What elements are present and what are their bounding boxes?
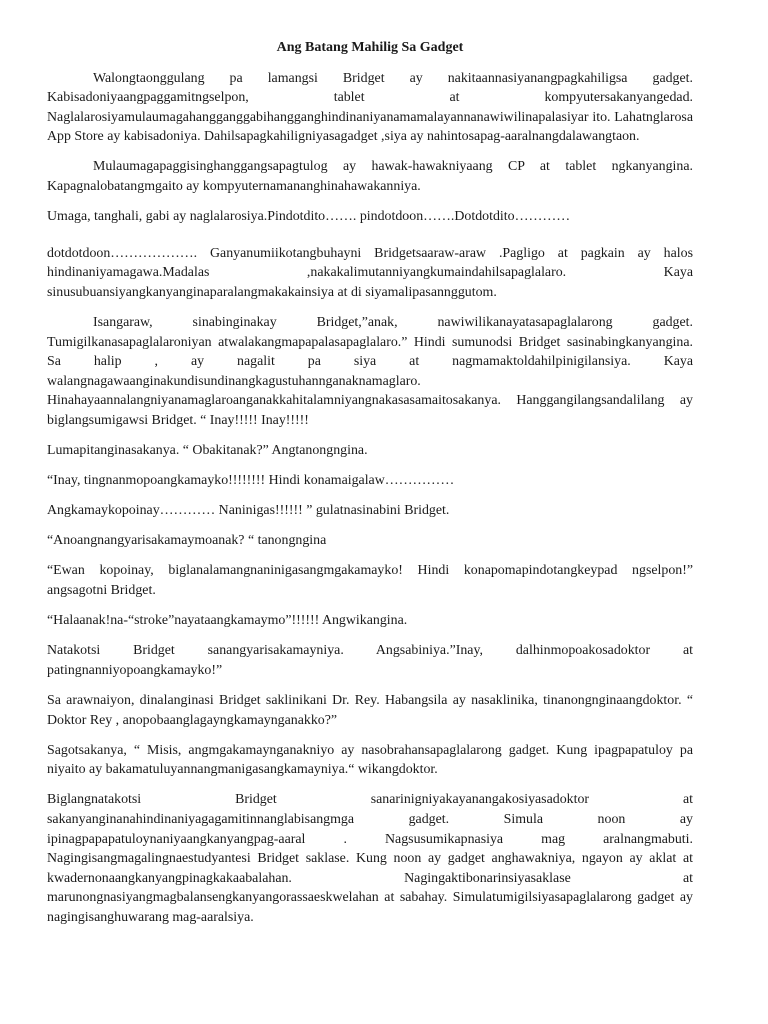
paragraph: dotdotdoon………………. Ganyanumiikotangbuhayni Bridgetsaaraw-araw .Pagligo at pagkain ay halos hindinaniyamagawa.Madalas ,nakakalimutanniyangkumaindahilsapaglalaro. Kaya sinusubuansiyangkanyanginaparalangmakakainsiya at di siyamalipasannggutom.	[47, 245, 693, 300]
paragraph: Umaga, tanghali, gabi ay naglalarosiya.Pindotdito……. pindotdoon…….Dotdotdito…………	[47, 209, 571, 225]
paragraph: Isangaraw, sinabinginakay Bridget,”anak, nawiwilikanayatasapaglalarong gadget. Tumigilkanasapaglalaroniyan atwalakangmapapalasapaglalaro.” Hindi sumunodsi Bridget sasinabingkanyangina. Sa halip , ay nagalit pa siya at nagmamaktoldahilpinigilansiya. Kaya walangnagawaanginakundisundinangkagustuhannganaknamaglaro. Hinahayaannalangniyanamaglaroanganakkahitalamniyangnakasasamaitosakanya. Hanggangilangsandalilang ay biglangsumigawsi Bridget. “ Inay!!!!! Inay!!!!!	[47, 315, 693, 428]
paragraph: “Ewan kopoinay, biglanalamangnaninigasangmgakamayko! Hindi konapomapindotangkeypad ngselpon!” angsagotni Bridget.	[47, 563, 693, 599]
paragraph: “Anoangnangyarisakamaymoanak? “ tanongngina	[47, 533, 327, 549]
paragraph: Biglangnatakotsi Bridget sanarinigniyakayanangakosiyasadoktor at sakanyanginanahindinaniyagagamitinnanglabisangmga gadget. Simula noon ay ipinagpapapatuloynaniyaangkanyangpag-aaral . Nagsusumikapnasiya mag aralnangmabuti. Nagingisangmagalingnaestudyantesi Bridget saklase. Kung noon ay gadget anghawakniya, ngayon ay aklat at kwadernonaangkanyangpinagkakaabalahan. Nagingaktibonarinsiyasaklase at marunongnasiyangmagbalansengkanyangorassaeskwelahan at sabahay. Simulatumigilsiyasapaglalarong gadget ay nagingisanghuwarang mag-aaralsiya.	[47, 792, 693, 925]
paragraph: Sagotsakanya, “ Misis, angmgakamaynganakniyo ay nasobrahansapaglalarong gadget. Kung ipagpapatuloy pa niyaito ay bakamatuluyannangmanigasangkamayniya.“ wikangdoktor.	[47, 742, 693, 778]
paragraph: Sa arawnaiyon, dinalanginasi Bridget saklinikani Dr. Rey. Habangsila ay nasaklinika, tinanongnginaangdoktor. “ Doktor Rey , anopobaanglagayngkamaynganakko?”	[47, 692, 693, 728]
paragraph: “Halaanak!na-“stroke”nayataangkamaymo”!!!!!! Angwikangina.	[47, 613, 408, 629]
paragraph: Natakotsi Bridget sanangyarisakamayniya. Angsabiniya.”Inay, dalhinmopoakosadoktor at patingnanniyopoangkamayko!”	[47, 643, 693, 678]
paragraph: Angkamaykopoinay………… Naninigas!!!!!! ” gulatnasinabini Bridget.	[47, 503, 450, 519]
document-body	[47, 69, 693, 928]
document-title: Ang Batang Mahilig Sa Gadget	[276, 40, 464, 55]
paragraph: Walongtaonggulang pa lamangsi Bridget ay nakitaannasiyanangpagkahiligsa gadget. Kabisadoniyaangpaggamitngselpon, tablet at kompyutersakanyangedad. Naglalarosiyamulaumagahangganggabihangganghindinaniyanamamalayannanawiwilinapalasiyar ito. Lahatnglarosa App Store ay kabisadoniya. Dahilsapagkahiligniyasagadget ,siya ay nahintosapag-aaralnangdalawangtaon.	[47, 70, 693, 145]
paragraph: Mulaumagapaggisinghanggangsapagtulog ay hawak-hawakniyaang CP at tablet ngkanyangina. Kapagnalobatangmgaito ay kompyuternamananghinahawakanniya.	[47, 159, 693, 195]
paragraph: “Inay, tingnanmopoangkamayko!!!!!!!! Hindi konamaigalaw……………	[47, 473, 455, 489]
paragraph: Lumapitanginasakanya. “ Obakitanak?” Angtanongngina.	[47, 443, 368, 459]
document-page	[47, 38, 693, 938]
